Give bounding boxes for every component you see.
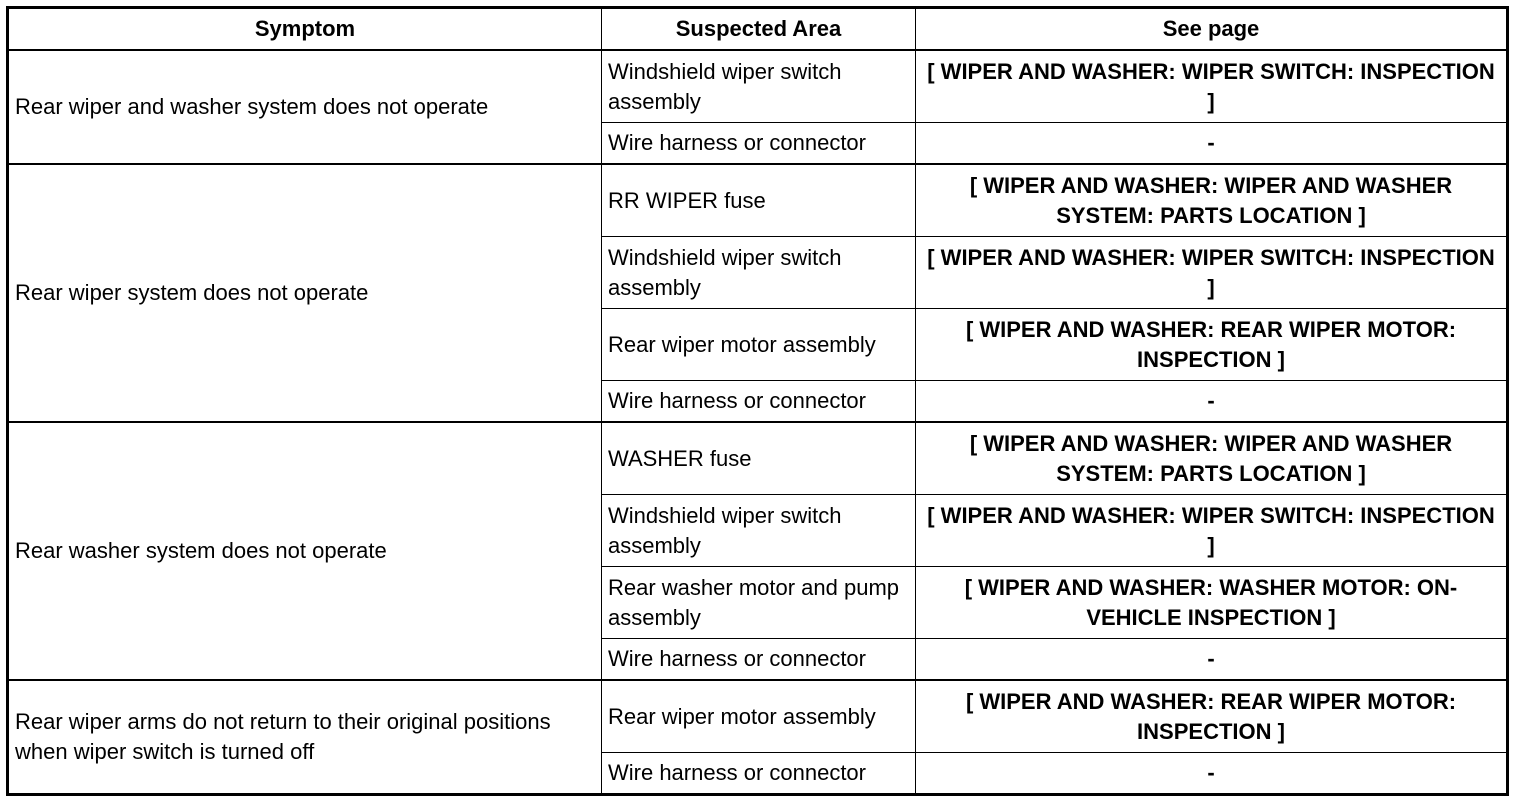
see-page-link[interactable]: [ WIPER AND WASHER: WIPER SWITCH: INSPECTION ]	[916, 237, 1508, 309]
see-page-link[interactable]: [ WIPER AND WASHER: REAR WIPER MOTOR: INSPECTION ]	[916, 309, 1508, 381]
see-page-link[interactable]: [ WIPER AND WASHER: WIPER SWITCH: INSPECTION ]	[916, 50, 1508, 123]
symptom-group	[8, 422, 1508, 680]
see-page-link[interactable]: [ WIPER AND WASHER: WIPER AND WASHER SYSTEM: PARTS LOCATION ]	[916, 422, 1508, 495]
symptom-group	[8, 164, 1508, 422]
suspected-area-cell: Wire harness or connector	[602, 381, 916, 423]
see-page-link[interactable]: [ WIPER AND WASHER: WIPER SWITCH: INSPECTION ]	[916, 495, 1508, 567]
see-page-cell: -	[916, 753, 1508, 795]
suspected-area-cell: Wire harness or connector	[602, 753, 916, 795]
symptom-group	[8, 50, 1508, 164]
see-page-link[interactable]: [ WIPER AND WASHER: REAR WIPER MOTOR: INSPECTION ]	[916, 680, 1508, 753]
see-page-link[interactable]: [ WIPER AND WASHER: WASHER MOTOR: ON-VEHICLE INSPECTION ]	[916, 567, 1508, 639]
header-row	[8, 8, 1508, 51]
suspected-area-cell: Windshield wiper switch assembly	[602, 495, 916, 567]
symptom-cell: Rear wiper system does not operate	[8, 164, 602, 422]
table-row	[8, 680, 1508, 753]
suspected-area-cell: Wire harness or connector	[602, 123, 916, 165]
table-row	[8, 164, 1508, 237]
symptom-cell: Rear washer system does not operate	[8, 422, 602, 680]
see-page-cell: -	[916, 381, 1508, 423]
suspected-area-cell: Rear wiper motor assembly	[602, 309, 916, 381]
troubleshooting-table	[6, 6, 1509, 796]
header-see-page: See page	[916, 8, 1508, 51]
suspected-area-cell: WASHER fuse	[602, 422, 916, 495]
suspected-area-cell: Wire harness or connector	[602, 639, 916, 681]
suspected-area-cell: RR WIPER fuse	[602, 164, 916, 237]
suspected-area-cell: Windshield wiper switch assembly	[602, 237, 916, 309]
header-symptom: Symptom	[8, 8, 602, 51]
see-page-cell: -	[916, 639, 1508, 681]
header-suspected-area: Suspected Area	[602, 8, 916, 51]
table-row	[8, 422, 1508, 495]
see-page-cell: -	[916, 123, 1508, 165]
see-page-link[interactable]: [ WIPER AND WASHER: WIPER AND WASHER SYSTEM: PARTS LOCATION ]	[916, 164, 1508, 237]
suspected-area-cell: Rear washer motor and pump assembly	[602, 567, 916, 639]
suspected-area-cell: Rear wiper motor assembly	[602, 680, 916, 753]
symptom-cell: Rear wiper and washer system does not operate	[8, 50, 602, 164]
symptom-group	[8, 680, 1508, 795]
table-row	[8, 50, 1508, 123]
suspected-area-cell: Windshield wiper switch assembly	[602, 50, 916, 123]
symptom-cell: Rear wiper arms do not return to their original positions when wiper switch is turned off	[8, 680, 602, 795]
